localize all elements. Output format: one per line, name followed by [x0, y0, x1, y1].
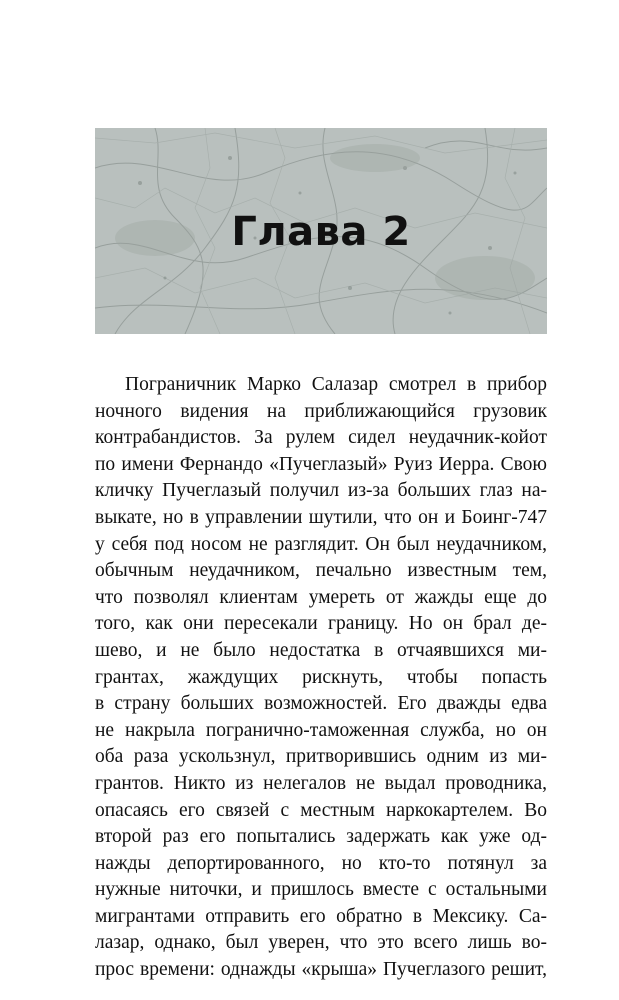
text-line: грантов. Никто из нелегалов не выдал проводника,: [95, 772, 547, 794]
text-line: обычным неудачником, печально известным тем,: [95, 560, 547, 582]
text-line: нужные ниточки, и пришлось вместе с остальными: [95, 879, 547, 901]
text-line: того, как они пересекали границу. Но он брал де-: [95, 613, 547, 635]
text-line: контрабандистов. За рулем сидел неудачник-койот: [95, 427, 547, 449]
chapter-title: Глава 2: [231, 209, 411, 255]
text-line: грантах, жаждущих рискнуть, чтобы попасть: [95, 666, 547, 688]
chapter-body-text: [95, 372, 547, 984]
text-line: мигрантами отправить его обратно в Мексику. Са-: [95, 905, 547, 927]
text-line: второй раз его попытались задержать как уже од-: [95, 826, 547, 848]
text-line: лазар, однако, был уверен, что это всего лишь во-: [95, 932, 547, 954]
text-line: оба раза ускользнул, притворившись одним из ми-: [95, 746, 547, 768]
text-line: прос времени: однажды «крыша» Пучеглазого решит,: [95, 959, 547, 981]
text-line: нажды депортированного, но кто-то потянул за: [95, 852, 547, 874]
text-line: кличку Пучеглазый получил из-за больших глаз на-: [95, 480, 547, 502]
text-line: выкате, но в управлении шутили, что он и Боинг-747: [95, 506, 547, 528]
text-line: в страну больших возможностей. Его дважды едва: [95, 693, 547, 715]
text-line: у себя под носом не разглядит. Он был неудачником,: [95, 533, 547, 555]
text-line: шево, и не было недостатка в отчаявшихся ми-: [95, 639, 547, 661]
text-line: опасаясь его связей с местным наркокартелем. Во: [95, 799, 547, 821]
text-line: не накрыла пограничнo-таможенная служба, но он: [95, 719, 547, 741]
text-line: что позволял клиентам умереть от жажды еще до: [95, 586, 547, 608]
text-line: Пограничник Марко Салазар смотрел в прибор: [125, 374, 547, 395]
chapter-banner: [95, 128, 547, 334]
text-line: по имени Фернандо «Пучеглазый» Руиз Иерра. Свою: [95, 453, 547, 475]
text-line: ночного видения на приближающийся грузовик: [95, 400, 547, 422]
